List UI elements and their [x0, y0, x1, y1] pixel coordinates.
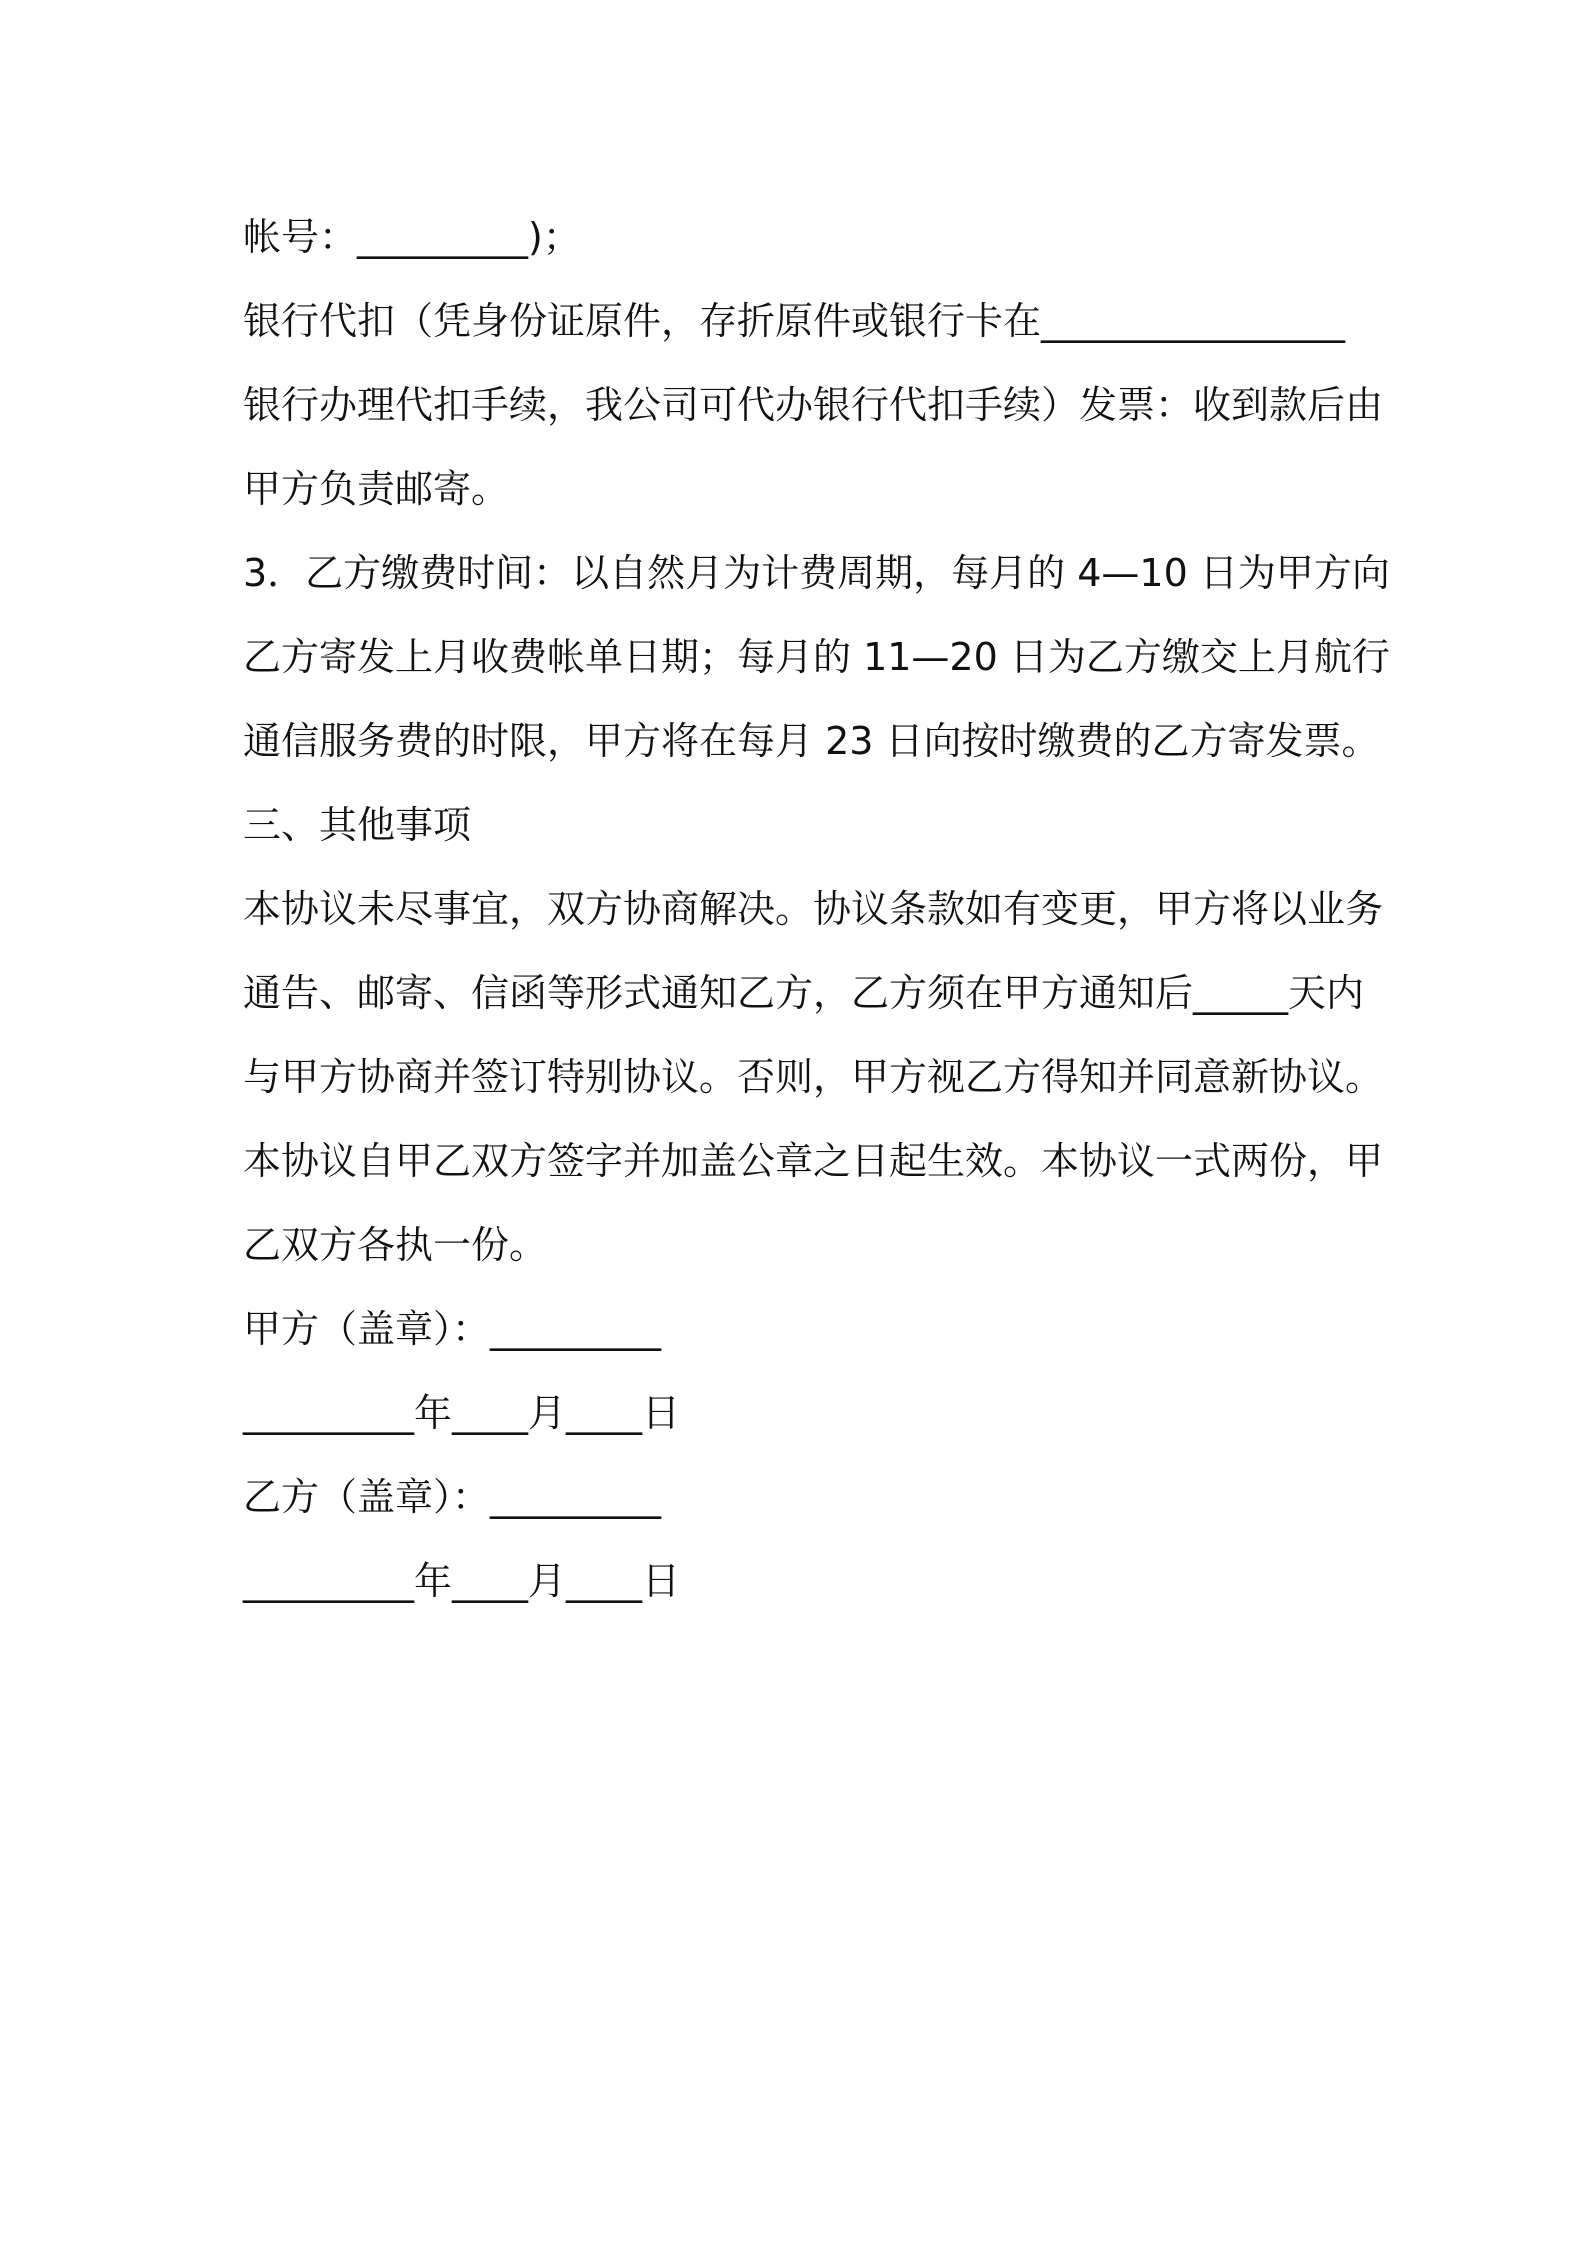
section-heading-other-matters: 三、其他事项	[243, 803, 472, 847]
effective-clause-line-2: 乙双方各执一份。	[243, 1223, 548, 1267]
other-matters-line-1: 本协议未尽事宜，双方协商解决。协议条款如有变更，甲方将以业务	[243, 887, 1384, 931]
party-b-date-line: _________年____月____日	[243, 1559, 681, 1603]
effective-clause-line-1: 本协议自甲乙双方签字并加盖公章之日起生效。本协议一式两份，甲	[243, 1139, 1384, 1183]
bank-deduction-line-1: 银行代扣（凭身份证原件，存折原件或银行卡在________________	[243, 299, 1346, 343]
account-number-line: 帐号：_________)；	[243, 215, 581, 259]
payment-time-line-2: 乙方寄发上月收费帐单日期；每月的 11—20 日为乙方缴交上月航行	[243, 635, 1390, 679]
payment-time-line-3: 通信服务费的时限，甲方将在每月 23 日向按时缴费的乙方寄发票。	[243, 719, 1380, 763]
party-a-date-line: _________年____月____日	[243, 1391, 681, 1435]
party-b-seal-line: 乙方（盖章）：_________	[243, 1475, 662, 1519]
bank-deduction-line-2: 银行办理代扣手续，我公司可代办银行代扣手续）发票：收到款后由	[243, 383, 1384, 427]
payment-time-line-1: 3．乙方缴费时间：以自然月为计费周期，每月的 4—10 日为甲方向	[243, 551, 1390, 595]
invoice-mailing-line: 甲方负责邮寄。	[243, 467, 510, 511]
other-matters-line-3: 与甲方协商并签订特别协议。否则，甲方视乙方得知并同意新协议。	[243, 1055, 1384, 1099]
other-matters-line-2: 通告、邮寄、信函等形式通知乙方，乙方须在甲方通知后_____天内	[243, 971, 1365, 1015]
party-a-seal-line: 甲方（盖章）：_________	[243, 1307, 662, 1351]
document-body	[243, 195, 1390, 1623]
